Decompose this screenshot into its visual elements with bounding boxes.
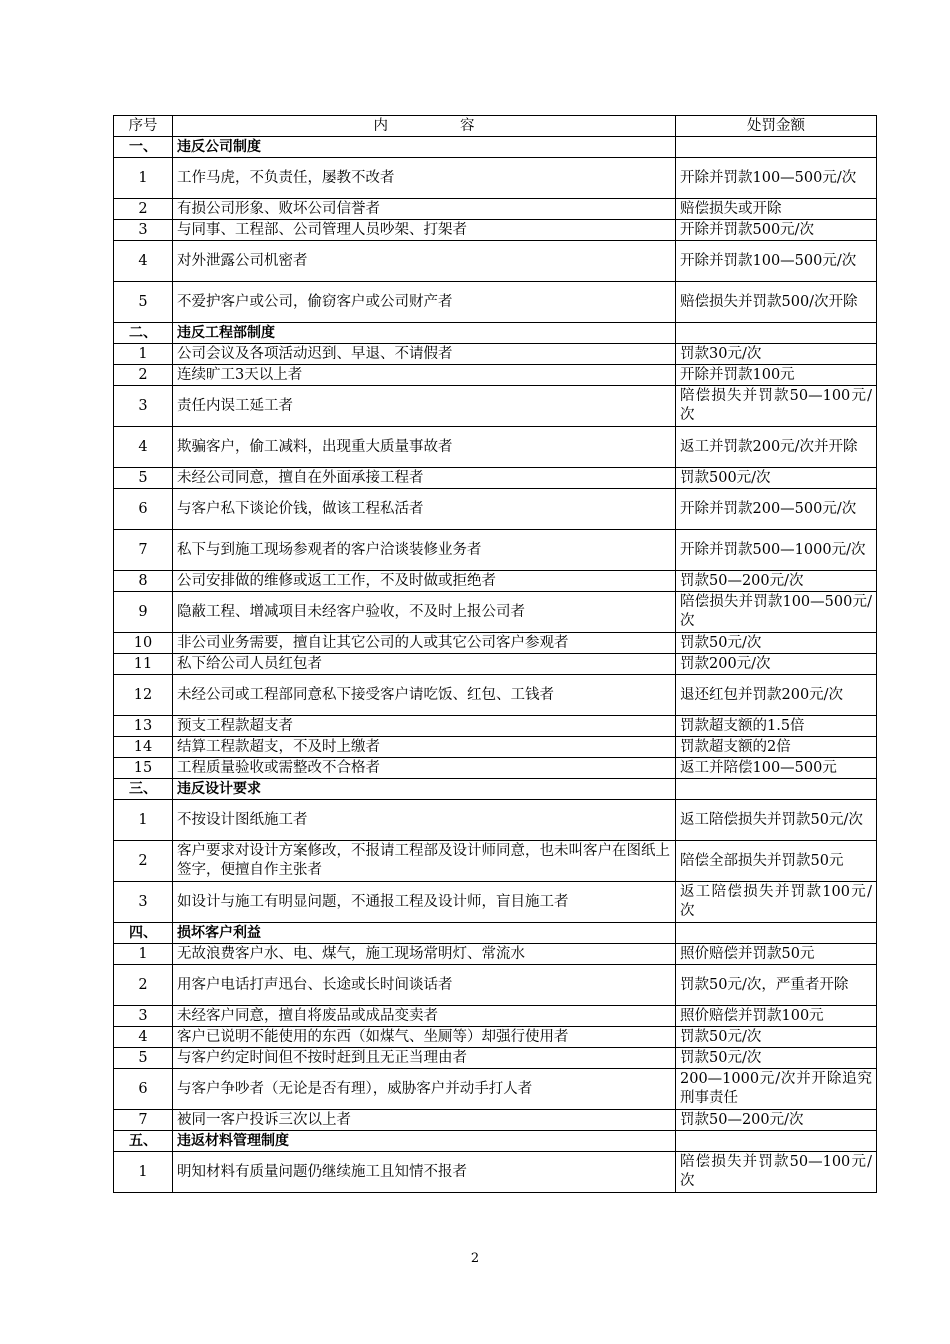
section-title: 违反公司制度	[173, 137, 676, 158]
table-row	[114, 468, 877, 489]
table-row	[114, 1069, 877, 1110]
row-number: 13	[114, 716, 173, 737]
table-row	[114, 716, 877, 737]
row-content: 如设计与施工有明显问题，不通报工程及设计师，盲目施工者	[173, 882, 676, 923]
section-number: 一、	[114, 137, 173, 158]
table-row	[114, 965, 877, 1006]
row-number: 1	[114, 1152, 173, 1193]
row-content: 未经公司或工程部同意私下接受客户请吃饭、红包、工钱者	[173, 675, 676, 716]
row-number: 1	[114, 800, 173, 841]
page-number: 2	[470, 1251, 480, 1266]
row-penalty: 照价赔偿并罚款100元	[676, 1006, 877, 1027]
table-row	[114, 386, 877, 427]
table-row	[114, 199, 877, 220]
header-number: 序号	[114, 116, 173, 137]
row-content: 用客户电话打声迅台、长途或长时间谈话者	[173, 965, 676, 1006]
row-content: 欺骗客户，偷工减料，出现重大质量事故者	[173, 427, 676, 468]
row-number: 9	[114, 592, 173, 633]
table-row	[114, 158, 877, 199]
row-penalty: 开除并罚款100—500元/次	[676, 158, 877, 199]
table-row	[114, 841, 877, 882]
row-number: 3	[114, 882, 173, 923]
row-number: 1	[114, 944, 173, 965]
section-penalty-empty	[676, 1131, 877, 1152]
row-penalty: 罚款50元/次	[676, 1027, 877, 1048]
row-number: 15	[114, 758, 173, 779]
table-row	[114, 1027, 877, 1048]
row-penalty: 返工并陪偿100—500元	[676, 758, 877, 779]
row-number: 12	[114, 675, 173, 716]
section-row	[114, 323, 877, 344]
row-penalty: 退还红包并罚款200元/次	[676, 675, 877, 716]
row-number: 11	[114, 654, 173, 675]
row-penalty: 陪偿全部损失并罚款50元	[676, 841, 877, 882]
table-row	[114, 882, 877, 923]
section-row	[114, 923, 877, 944]
row-content: 对外泄露公司机密者	[173, 241, 676, 282]
row-content: 与客户约定时间但不按时赶到且无正当理由者	[173, 1048, 676, 1069]
row-content: 被同一客户投诉三次以上者	[173, 1110, 676, 1131]
row-content: 非公司业务需要，擅自让其它公司的人或其它公司客户参观者	[173, 633, 676, 654]
table-row	[114, 1048, 877, 1069]
row-content: 明知材料有质量问题仍继续施工且知情不报者	[173, 1152, 676, 1193]
table-row	[114, 530, 877, 571]
row-number: 2	[114, 365, 173, 386]
row-penalty: 返工陪偿损失并罚款50元/次	[676, 800, 877, 841]
table-row	[114, 427, 877, 468]
row-number: 3	[114, 220, 173, 241]
row-content: 工作马虎，不负责任，屡教不改者	[173, 158, 676, 199]
table-row	[114, 633, 877, 654]
row-number: 5	[114, 282, 173, 323]
row-number: 7	[114, 1110, 173, 1131]
table-row	[114, 241, 877, 282]
row-penalty: 陪偿损失并罚款100—500元/次	[676, 592, 877, 633]
row-content: 连续旷工3天以上者	[173, 365, 676, 386]
row-content: 客户要求对设计方案修改，不报请工程部及设计师同意，也未叫客户在图纸上签字，便擅自作主张者	[173, 841, 676, 882]
section-number: 四、	[114, 923, 173, 944]
table-row	[114, 800, 877, 841]
row-number: 5	[114, 1048, 173, 1069]
row-penalty: 200—1000元/次并开除追究刑事责任	[676, 1069, 877, 1110]
row-penalty: 返工陪偿损失并罚款100元/次	[676, 882, 877, 923]
section-row	[114, 1131, 877, 1152]
row-penalty: 赔偿损失或开除	[676, 199, 877, 220]
header-content	[173, 116, 676, 137]
section-penalty-empty	[676, 323, 877, 344]
section-penalty-empty	[676, 923, 877, 944]
row-penalty: 开除并罚款500元/次	[676, 220, 877, 241]
row-number: 10	[114, 633, 173, 654]
row-penalty: 罚款200元/次	[676, 654, 877, 675]
table-row	[114, 571, 877, 592]
row-content: 与客户私下谈论价钱，做该工程私活者	[173, 489, 676, 530]
row-content: 责任内误工延工者	[173, 386, 676, 427]
row-number: 1	[114, 158, 173, 199]
header-content-char-1: 内	[373, 117, 388, 134]
row-content: 公司会议及各项活动迟到、早退、不请假者	[173, 344, 676, 365]
row-number: 3	[114, 386, 173, 427]
row-number: 6	[114, 1069, 173, 1110]
section-title: 违返材料管理制度	[173, 1131, 676, 1152]
table-row	[114, 282, 877, 323]
row-content: 结算工程款超支，不及时上缴者	[173, 737, 676, 758]
table-row	[114, 1110, 877, 1131]
section-title: 损坏客户利益	[173, 923, 676, 944]
section-penalty-empty	[676, 779, 877, 800]
row-penalty: 返工并罚款200元/次并开除	[676, 427, 877, 468]
row-penalty: 罚款50—200元/次	[676, 1110, 877, 1131]
row-content: 私下与到施工现场参观者的客户洽谈装修业务者	[173, 530, 676, 571]
row-content: 未经公司同意，擅自在外面承接工程者	[173, 468, 676, 489]
table-row	[114, 592, 877, 633]
row-penalty: 罚款50元/次，严重者开除	[676, 965, 877, 1006]
section-number: 五、	[114, 1131, 173, 1152]
row-penalty: 罚款500元/次	[676, 468, 877, 489]
row-number: 7	[114, 530, 173, 571]
row-content: 不爱护客户或公司，偷窃客户或公司财产者	[173, 282, 676, 323]
table-row	[114, 1152, 877, 1193]
row-penalty: 陪偿损失并罚款50—100元/次	[676, 1152, 877, 1193]
row-content: 私下给公司人员红包者	[173, 654, 676, 675]
section-title: 违反工程部制度	[173, 323, 676, 344]
row-content: 客户已说明不能使用的东西（如煤气、坐厕等）却强行使用者	[173, 1027, 676, 1048]
row-penalty: 罚款50—200元/次	[676, 571, 877, 592]
section-row	[114, 779, 877, 800]
table-row	[114, 737, 877, 758]
row-content: 无故浪费客户水、电、煤气，施工现场常明灯、常流水	[173, 944, 676, 965]
row-penalty: 开除并罚款500—1000元/次	[676, 530, 877, 571]
row-penalty: 罚款50元/次	[676, 633, 877, 654]
section-number: 三、	[114, 779, 173, 800]
section-title: 违反设计要求	[173, 779, 676, 800]
row-content: 与客户争吵者（无论是否有理），威胁客户并动手打人者	[173, 1069, 676, 1110]
row-number: 5	[114, 468, 173, 489]
table-row	[114, 220, 877, 241]
row-number: 3	[114, 1006, 173, 1027]
row-penalty: 开除并罚款100元	[676, 365, 877, 386]
row-penalty: 赔偿损失并罚款500/次开除	[676, 282, 877, 323]
section-penalty-empty	[676, 137, 877, 158]
row-number: 8	[114, 571, 173, 592]
row-penalty: 照价赔偿并罚款50元	[676, 944, 877, 965]
table-row	[114, 944, 877, 965]
row-number: 4	[114, 1027, 173, 1048]
row-content: 与同事、工程部、公司管理人员吵架、打架者	[173, 220, 676, 241]
table-row	[114, 365, 877, 386]
row-number: 2	[114, 841, 173, 882]
row-content: 工程质量验收或需整改不合格者	[173, 758, 676, 779]
row-penalty: 罚款超支额的2倍	[676, 737, 877, 758]
row-content: 有损公司形象、败坏公司信誉者	[173, 199, 676, 220]
row-penalty: 陪偿损失并罚款50—100元/次	[676, 386, 877, 427]
row-number: 2	[114, 965, 173, 1006]
table-row	[114, 758, 877, 779]
row-penalty: 罚款50元/次	[676, 1048, 877, 1069]
row-number: 1	[114, 344, 173, 365]
row-content: 不按设计图纸施工者	[173, 800, 676, 841]
penalty-table	[113, 115, 877, 1193]
row-number: 4	[114, 241, 173, 282]
header-content-char-2: 容	[460, 117, 475, 134]
row-content: 隐蔽工程、增减项目未经客户验收，不及时上报公司者	[173, 592, 676, 633]
table-row	[114, 675, 877, 716]
row-number: 4	[114, 427, 173, 468]
row-penalty: 罚款超支额的1.5倍	[676, 716, 877, 737]
section-number: 二、	[114, 323, 173, 344]
row-content: 未经客户同意，擅自将废品或成品变卖者	[173, 1006, 676, 1027]
row-penalty: 罚款30元/次	[676, 344, 877, 365]
table-row	[114, 1006, 877, 1027]
row-number: 2	[114, 199, 173, 220]
row-penalty: 开除并罚款200—500元/次	[676, 489, 877, 530]
row-penalty: 开除并罚款100—500元/次	[676, 241, 877, 282]
section-row	[114, 137, 877, 158]
row-content: 预支工程款超支者	[173, 716, 676, 737]
row-number: 6	[114, 489, 173, 530]
table-row	[114, 654, 877, 675]
row-content: 公司安排做的维修或返工工作，不及时做或拒绝者	[173, 571, 676, 592]
header-penalty: 处罚金额	[676, 116, 877, 137]
table-header-row	[114, 116, 877, 137]
row-number: 14	[114, 737, 173, 758]
table-row	[114, 489, 877, 530]
table-row	[114, 344, 877, 365]
